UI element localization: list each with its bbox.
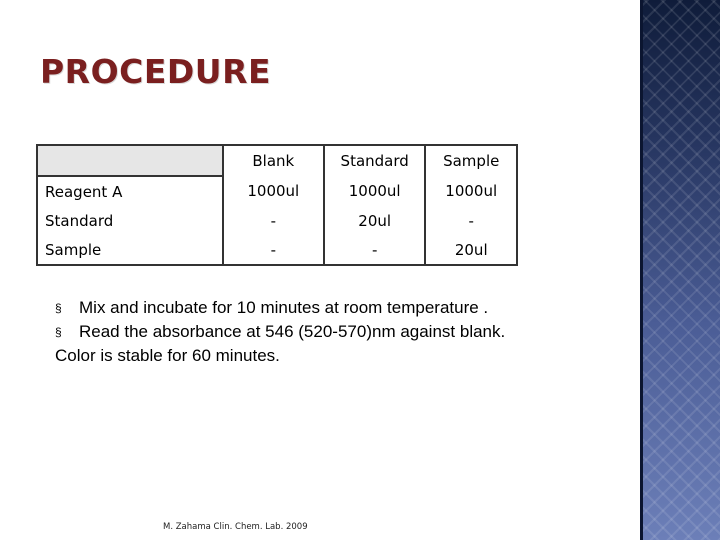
bullet-icon: § (55, 325, 62, 339)
table-cell: 1000ul (324, 176, 426, 206)
table-row (37, 235, 517, 265)
table-cell: 1000ul (425, 176, 517, 206)
side-panel-edge (640, 0, 643, 540)
bullet-icon: § (55, 301, 62, 315)
table-cell: Sample (45, 240, 102, 259)
table-row (37, 176, 517, 206)
list-item (55, 320, 615, 344)
table-header-cell: Standard (324, 145, 426, 176)
table-row (37, 206, 517, 235)
table-header-cell: Blank (223, 145, 324, 176)
table-cell: - (223, 235, 324, 265)
table-cell: - (425, 206, 517, 235)
table-header-row (37, 145, 517, 176)
table-cell: - (223, 206, 324, 235)
bullet-text: Mix and incubate for 10 minutes at room temperature . (79, 298, 489, 317)
stability-note: Color is stable for 60 minutes. (55, 346, 280, 365)
footer-credit: M. Zahama Clin. Chem. Lab. 2009 (163, 522, 308, 532)
table-header-cell: Sample (425, 145, 517, 176)
slide-title: PROCEDURE (40, 52, 272, 91)
table-header-cell (37, 145, 223, 176)
bullet-text: Read the absorbance at 546 (520-570)nm against blank. (79, 322, 506, 341)
table-cell: 20ul (425, 235, 517, 265)
table-cell: 20ul (324, 206, 426, 235)
table-cell: 1000ul (223, 176, 324, 206)
procedure-table (36, 144, 518, 266)
table-cell: Standard (45, 211, 114, 230)
table-cell: - (324, 235, 426, 265)
procedure-notes (55, 296, 615, 368)
table-cell: Reagent A (45, 182, 123, 201)
list-item (55, 296, 615, 320)
decorative-side-panel (640, 0, 720, 540)
